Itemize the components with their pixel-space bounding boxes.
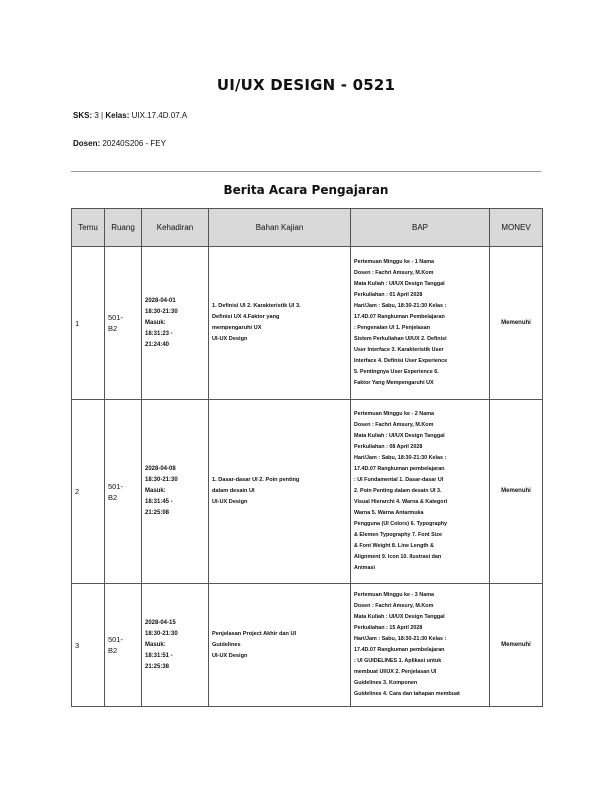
cell-bap-line: Alignment 9. Icon 10. Ilustrasi dan [354, 554, 442, 560]
cell-bap-line: 17.4D.07 Rangkuman pembelajaran [354, 647, 445, 653]
cell-ruang-line: B2 [108, 324, 118, 333]
cell-bap-line: Hari/Jam : Sabu, 18:30-21:30 Kelas : [354, 455, 447, 461]
lecturer-meta-line [73, 139, 166, 148]
cell-bap-line: 17.4D.07 Rangkuman Pembelajaran [354, 314, 445, 320]
cell-bap-line: Mata Kuliah : UI/UX Design Tanggal [354, 614, 445, 620]
cell-bahan-kajian-line: UI-UX Design [212, 336, 248, 342]
cell-bap-line: membuat UI/UX 2. Penjelasan UI [354, 669, 437, 675]
cell-bap-line: Guidelines 3. Komponen [354, 680, 418, 686]
cell-bap-line: 5. Pentingnya User Experience 6. [354, 369, 439, 375]
cell-bahan-kajian-line: mempengaruhi UX [212, 325, 262, 331]
cell-monev: Memenuhi [490, 247, 543, 400]
cell-bahan-kajian [209, 584, 351, 707]
table-row [72, 247, 543, 400]
cell-bap-line: Pertemuan Minggu ke - 3 Nama [354, 592, 434, 598]
cell-ruang-line: 501- [108, 635, 124, 644]
cell-bap-line: Hari/Jam : Sabu, 18:30-21:30 Kelas : [354, 636, 447, 642]
cell-bap-line: Faktor Yang Mempengaruhi UX [354, 380, 434, 386]
cell-bahan-kajian-line: 1. Dasar-dasar UI 2. Poin penting [212, 477, 300, 483]
table-header-row [72, 209, 543, 247]
cell-kehadiran [142, 400, 209, 584]
cell-bahan-kajian [209, 400, 351, 584]
cell-kehadiran-line: 21:24:40 [145, 341, 170, 348]
header-kehadiran: Kehadiran [142, 209, 209, 247]
dosen-label: Dosen: [73, 139, 101, 148]
table-row [72, 584, 543, 707]
cell-bap-line: Animasi [354, 565, 375, 571]
header-monev: MONEV [490, 209, 543, 247]
header-bap: BAP [351, 209, 490, 247]
cell-bahan-kajian-line: UI-UX Design [212, 499, 248, 505]
cell-kehadiran-line: 21:25:38 [145, 663, 170, 670]
cell-bap-line: 17.4D.07 Rangkuman pembelajaran [354, 466, 445, 472]
cell-ruang [105, 247, 142, 400]
kelas-value: UIX.17.4D.07.A [131, 111, 188, 120]
cell-bap-line: Perkuliahan : 08 April 2028 [354, 444, 423, 450]
cell-bahan-kajian-line: Definisi UX 4.Faktor yang [212, 314, 280, 320]
cell-bap-line: Dosen : Fachri Amsury, M.Kom [354, 422, 434, 428]
cell-bap-line: Interface 4. Definisi User Experience [354, 358, 448, 364]
cell-bap-line: Mata Kuliah : UI/UX Design Tanggal [354, 433, 445, 439]
cell-kehadiran [142, 584, 209, 707]
meta-separator: | [101, 111, 104, 120]
cell-ruang-line: 501- [108, 481, 124, 491]
cell-bap-line: Dosen : Fachri Amsury, M.Kom [354, 603, 434, 609]
cell-bap-line: Sistem Perkuliahan UI/UX 2. Definisi [354, 336, 447, 342]
cell-kehadiran-line: 18:30-21:30 [145, 308, 178, 315]
cell-bap-line: & Font Weight 8. Line Length & [354, 543, 434, 549]
section-title: Berita Acara Pengajaran [223, 183, 389, 197]
cell-kehadiran-line: Masuk: [145, 319, 166, 326]
cell-ruang [105, 400, 142, 584]
cell-kehadiran-line: 2028-04-15 [145, 619, 176, 626]
cell-ruang [105, 584, 142, 707]
cell-bap-line: Hari/Jam : Sabu, 18:30-21:30 Kelas : [354, 303, 447, 309]
cell-bap-line: : Pengenalan UI 1. Penjelasan [354, 325, 431, 331]
cell-bahan-kajian-line: dalam desain UI [212, 488, 255, 494]
cell-bahan-kajian-line: UI-UX Design [212, 652, 248, 659]
kelas-label: Kelas: [105, 111, 130, 120]
cell-bap [351, 400, 490, 584]
divider [71, 171, 541, 172]
cell-bap-line: : UI Fundamental 1. Dasar-dasar UI [354, 477, 444, 483]
cell-bap [351, 584, 490, 707]
cell-bap-line: Perkuliahan : 15 April 2028 [354, 625, 423, 631]
cell-bap-line: Visual Hierarchi 4. Warna & Kategori [354, 499, 448, 505]
cell-bap [351, 247, 490, 400]
cell-bap-line: : UI GUIDELINES 1. Aplikasi untuk [354, 658, 442, 664]
cell-temu: 2 [72, 400, 105, 584]
cell-ruang-line: B2 [108, 492, 118, 502]
cell-kehadiran-line: 18:31:51 - [145, 652, 173, 659]
cell-bap-line: Perkuliahan : 01 April 2028 [354, 292, 423, 298]
cell-bap-line: 2. Poin Penting dalam desain UI 3. [354, 488, 442, 494]
cell-bahan-kajian [209, 247, 351, 400]
cell-kehadiran-line: 2028-04-08 [145, 466, 176, 472]
header-ruang: Ruang [105, 209, 142, 247]
sks-value: 3 [94, 111, 99, 120]
cell-bap-line: Dosen : Fachri Amsury, M.Kom [354, 270, 434, 276]
cell-bap-line: User Interface 3. Karakteristik User [354, 347, 444, 353]
cell-kehadiran-line: 18:31:45 - [145, 499, 173, 505]
cell-bap-line: & Elemen Typography 7. Font Size [354, 532, 442, 538]
document-title: UI/UX DESIGN - 0521 [216, 76, 396, 94]
cell-kehadiran-line: 18:30-21:30 [145, 630, 178, 637]
header-temu: Temu [72, 209, 105, 247]
cell-kehadiran-line: 21:25:08 [145, 510, 170, 516]
cell-kehadiran-line: 18:30-21:30 [145, 477, 178, 483]
cell-monev: Memenuhi [490, 400, 543, 584]
cell-temu: 1 [72, 247, 105, 400]
cell-bap-line: Pertemuan Minggu ke - 2 Nama [354, 411, 434, 417]
cell-temu: 3 [72, 584, 105, 707]
cell-kehadiran-line: Masuk: [145, 641, 166, 648]
table-row [72, 400, 543, 584]
cell-bap-line: Pertemuan Minggu ke - 1 Nama [354, 259, 434, 265]
cell-kehadiran-line: 2028-04-01 [145, 297, 176, 304]
cell-bap-line: Mata Kuliah : UI/UX Design Tanggal [354, 281, 445, 287]
cell-bap-line: Guidelines 4. Cara dan tahapan membuat [354, 691, 460, 697]
cell-bahan-kajian-line: Guidelines [212, 641, 241, 648]
teaching-report-table [71, 208, 543, 707]
course-meta-line [73, 111, 187, 120]
cell-kehadiran [142, 247, 209, 400]
dosen-value: 20240S206 - FEY [102, 139, 166, 148]
cell-bahan-kajian-line: 1. Definisi UI 2. Karakteristik UI 3. [212, 303, 301, 309]
cell-bap-line: Pengguna (UI Colors) 6. Typography [354, 521, 448, 527]
sks-label: SKS: [73, 111, 93, 120]
cell-ruang-line: 501- [108, 313, 124, 322]
cell-kehadiran-line: 18:31:23 - [145, 330, 173, 337]
cell-ruang-line: B2 [108, 646, 118, 655]
cell-monev: Memenuhi [490, 584, 543, 707]
cell-bap-line: Warna 5. Warna Antarmuka [354, 510, 424, 516]
cell-bahan-kajian-line: Penjelasan Project Akhir dan UI [212, 630, 297, 637]
header-bahan-kajian: Bahan Kajian [209, 209, 351, 247]
cell-kehadiran-line: Masuk: [145, 488, 166, 494]
